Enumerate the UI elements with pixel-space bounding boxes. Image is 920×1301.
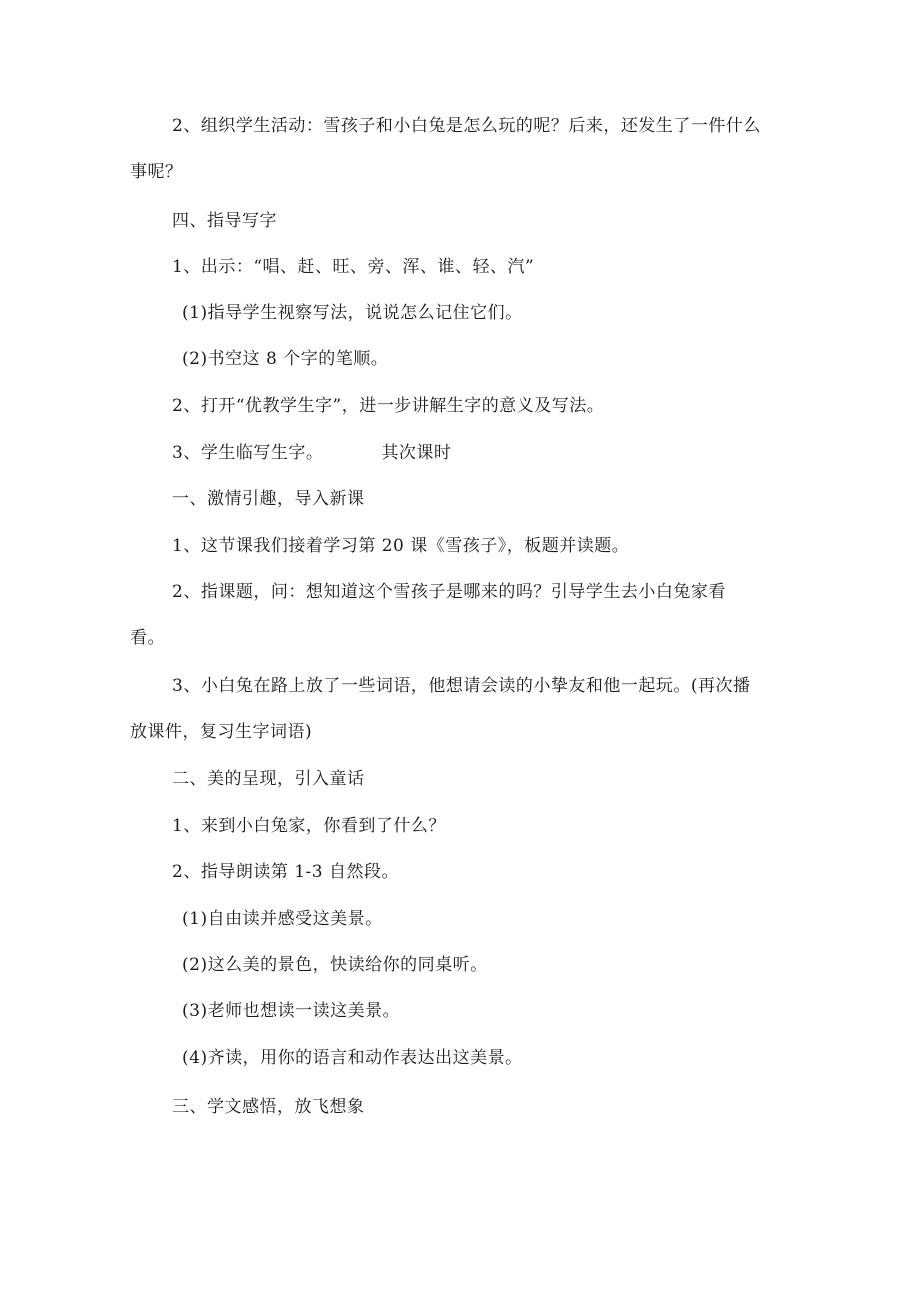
paragraph-line: 事呢？: [130, 162, 183, 182]
sub-item: (2)书空这 8 个字的笔顺。: [182, 349, 389, 369]
sub-item: (4)齐读，用你的语言和动作表达出这美景。: [182, 1048, 523, 1068]
paragraph-line: 2、指课题，问：想知道这个雪孩子是哪来的吗？引导学生去小白兔家看: [172, 582, 726, 602]
sub-item: (3)老师也想读一读这美景。: [182, 1001, 401, 1021]
paragraph-line: [172, 441, 451, 465]
paragraph-line: 1、出示：“唱、赶、旺、旁、浑、谁、轻、汽”: [172, 257, 535, 277]
section-heading: 四、指导写字: [172, 211, 277, 231]
sub-item: (1)自由读并感受这美景。: [182, 909, 383, 929]
lesson-heading: 其次课时: [381, 443, 452, 463]
paragraph-line: 看。: [130, 628, 165, 648]
paragraph-line: 1、来到小白兔家，你看到了什么？: [172, 816, 446, 836]
paragraph-line: 放课件，复习生字词语): [130, 722, 313, 742]
paragraph-line: 3、小白兔在路上放了一些词语，他想请会读的小挚友和他一起玩。(再次播: [172, 676, 751, 696]
section-heading: 二、美的呈现，引入童话: [172, 769, 365, 789]
paragraph-line: 2、打开“优教学生字”，进一步讲解生字的意义及写法。: [172, 396, 605, 416]
sub-item: (1)指导学生视察写法，说说怎么记住它们。: [182, 303, 523, 323]
sub-item: (2)这么美的景色，快读给你的同桌听。: [182, 955, 488, 975]
section-heading: 一、激情引趣，导入新课: [172, 489, 365, 509]
paragraph-line: 2、组织学生活动：雪孩子和小白兔是怎么玩的呢？后来，还发生了一件什么: [172, 116, 761, 136]
paragraph-line: 1、这节课我们接着学习第 20 课《雪孩子》，板题并读题。: [172, 536, 630, 556]
paragraph-text: 3、学生临写生字。: [172, 443, 324, 463]
section-heading: 三、学文感悟，放飞想象: [172, 1097, 365, 1117]
paragraph-line: 2、指导朗读第 1-3 自然段。: [172, 862, 399, 882]
